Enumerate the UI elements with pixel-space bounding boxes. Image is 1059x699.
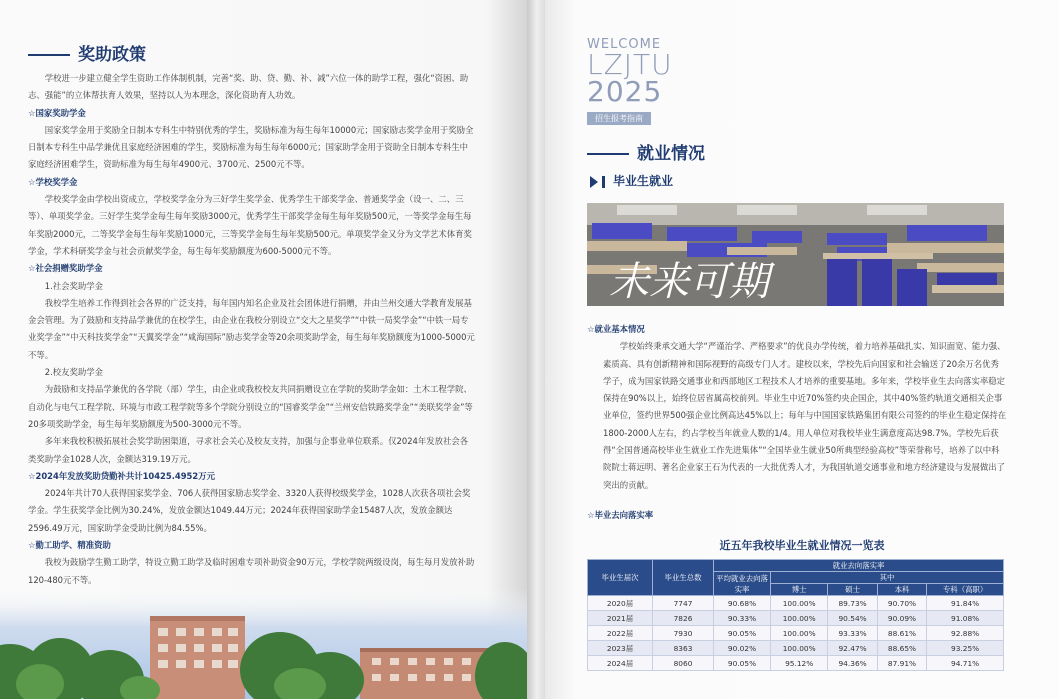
- welcome-logo: [587, 38, 673, 125]
- table-row: [588, 641, 1004, 656]
- table-cell: 87.91%: [877, 656, 926, 671]
- left-page-title: [28, 40, 146, 65]
- section-heading: ☆学校奖学金: [28, 176, 78, 187]
- right-title-text: 就业情况: [637, 144, 705, 164]
- table-cell: 7747: [653, 596, 714, 611]
- col-header-phd: 博士: [771, 584, 828, 596]
- table-cell: 93.25%: [927, 641, 1004, 656]
- employment-table: [587, 559, 1004, 671]
- table-cell: 91.08%: [927, 611, 1004, 626]
- col-header-bachelor: 本科: [877, 584, 926, 596]
- table-cell: 94.36%: [828, 656, 877, 671]
- guide-badge: 招生报考指南: [587, 112, 651, 125]
- title-dash: [28, 54, 70, 56]
- table-cell: 100.00%: [771, 626, 828, 641]
- section-heading: ☆就业基本情况: [587, 324, 645, 334]
- table-cell: 92.88%: [927, 626, 1004, 641]
- table-cell: 90.05%: [714, 656, 771, 671]
- right-body: [587, 321, 1007, 494]
- right-page: [545, 0, 1059, 699]
- section-heading: ☆毕业去向落实率: [587, 510, 654, 520]
- subsection-heading: 2.校友奖助学金: [44, 367, 104, 378]
- table-cell: 100.00%: [771, 641, 828, 656]
- table-cell: 2021届: [588, 611, 653, 626]
- table-cell: 90.02%: [714, 641, 771, 656]
- section-heading: ☆勤工助学、精准资助: [28, 540, 111, 551]
- left-page: [0, 0, 528, 699]
- section-paragraph: 学校奖学金由学校出资成立，学校奖学金分为三好学生奖学金、优秀学生干部奖学金、普通奖学金（设一、二、三等）、单项奖学金。三好学生奖学金每生每年奖励3000元，优秀学生干部奖学金每生每年奖励500元，一等奖学金每生每年奖励2000元，二等奖学金每生每年奖励1000元，三等奖学金每生每年奖励500元。单项奖学金又分为文学艺术体育奖学金，学术科研奖学金与社会贡献奖学金，每生每年奖励额度为600-5000元不等。: [28, 194, 472, 256]
- left-body: [28, 70, 475, 589]
- table-cell: 89.73%: [828, 596, 877, 611]
- title-dash: [587, 153, 629, 155]
- table-cell: 90.33%: [714, 611, 771, 626]
- section-paragraph: 我校为鼓励学生勤工助学，特设立勤工助学及临时困难专项补助资金90万元，学校学院两级设岗，每生每月发放补助120-480元不等。: [28, 557, 475, 585]
- col-header-master: 硕士: [828, 584, 877, 596]
- table-cell: 90.70%: [877, 596, 926, 611]
- bar-icon: [602, 176, 605, 188]
- section-paragraph: 国家奖学金用于奖励全日制本专科生中特别优秀的学生，奖励标准为每生每年10000元；国家励志奖学金用于奖励全日制本专科生中品学兼优且家庭经济困难的学生，奖励标准为每生每年6000元；国家助学金用于资助全日制本专科生中家庭经济困难学生，资助标准为每生每年4900元、3700元、2500元不等。: [28, 124, 474, 170]
- campus-photo: [0, 588, 528, 699]
- section-paragraph: 学校始终秉承交通大学“严谨治学、严格要求”的优良办学传统，着力培养基础扎实、知识面宽、能力强、素质高、具有创新精神和国际视野的高级专门人才。建校以来，学校先后向国家和社会输送了20余万名优秀学子，成为国家铁路交通事业和西部地区工程技术人才培养的重要基地。多年来，学校毕业生去向落实率稳定保持在90%以上，始终位居省属高校前列。毕业生中近70%签约央企国企，其中40%签约轨道交通相关企事业单位，签约世界500强企业比例高达45%以上；每年与中国国家铁路集团有限公司签约的毕业生稳定保持在1800-2000人左右，约占学校当年就业人数的1/4。用人单位对我校毕业生满意度高达98.7%。学校先后获得“全国普通高校毕业生就业工作先进集体”“全国毕业生就业50所典型经验高校”等荣誉称号，培养了以中科院院士蒋远明、著名企业家王石为代表的一大批优秀人才，为我国轨道交通事业和地方经济建设与发展做出了突出的贡献。: [603, 341, 1007, 490]
- table-cell: 91.84%: [927, 596, 1004, 611]
- table-cell: 2024届: [588, 656, 653, 671]
- section-heading: ☆国家奖助学金: [28, 107, 86, 118]
- col-header-avg: 平均就业去向落实率: [714, 572, 771, 596]
- section-paragraph: 为鼓励和支持品学兼优的各学院（部）学生，由企业或我校校友共同捐赠设立在学院的奖助学金如：土木工程学院、自动化与电气工程学院、环境与市政工程学院等多个学院分别设立的“国睿奖学金”“兰州安信铁路奖学金”“美联奖学金”等20多项奖助学金，每生每年奖励额度为500-3000元不等。: [28, 384, 473, 429]
- col-header-total: 毕业生总数: [653, 560, 714, 596]
- photo-caption: 未来可期: [609, 259, 769, 305]
- table-cell: 88.61%: [877, 626, 926, 641]
- subsection-title-text: 毕业生就业: [613, 174, 674, 188]
- table-cell: 90.05%: [714, 626, 771, 641]
- table-row: [588, 656, 1004, 671]
- table-cell: 92.47%: [828, 641, 877, 656]
- left-title-text: 奖助政策: [78, 45, 146, 65]
- book-gutter: [527, 0, 545, 699]
- table-cell: 88.65%: [877, 641, 926, 656]
- table-cell: 8060: [653, 656, 714, 671]
- section-paragraph: 2024年共计70人获得国家奖学金、706人获得国家励志奖学金、3320人获得校级奖学金，1028人次获各项社会奖学金。学生获奖学金比例为30.24%，发放金额达1049.44万元；2024年获得国家助学金15487人次，发放金额达2596.49万元，国家助学金受助比例为84.55%。: [28, 488, 471, 533]
- table-cell: 8363: [653, 641, 714, 656]
- table-cell: 90.09%: [877, 611, 926, 626]
- table-row: [588, 626, 1004, 641]
- table-cell: 95.12%: [771, 656, 828, 671]
- table-cell: 90.68%: [714, 596, 771, 611]
- table-row: [588, 611, 1004, 626]
- classroom-photo: [587, 203, 1004, 306]
- col-header-sub: 其中: [771, 572, 1004, 584]
- table-cell: 93.33%: [828, 626, 877, 641]
- table-cell: 7930: [653, 626, 714, 641]
- section-heading: ☆2024年发放奖助贷勤补共计10425.4952万元: [28, 470, 215, 481]
- section-paragraph: 多年来我校积极拓展社会奖学助困渠道，寻求社会关心及校友支持，加强与企事业单位联系。仅2024年发放社会各类奖助学金1028人次，金额达319.19万元。: [28, 436, 469, 464]
- section-paragraph: 我校学生培养工作得到社会各界的广泛支持，每年国内知名企业及社会团体进行捐赠，并由兰州交通大学教育发展基金会管理。为了鼓励和支持品学兼优的在校学生，由企业在我校分别设立“交大之星奖学”“中铁一局奖学金”“中铁一局专业奖学金”“中天科技奖学金”“天翼奖学金”“咸海国际”励志奖学金等20余项奖助学金，每生每年奖励额度为1000-5000元不等。: [28, 297, 475, 360]
- welcome-text: WELCOME: [587, 37, 662, 52]
- table-cell: 90.54%: [828, 611, 877, 626]
- section-heading: ☆社会捐赠奖助学金: [28, 263, 103, 274]
- table-cell: 2020届: [588, 596, 653, 611]
- table-cell: 100.00%: [771, 611, 828, 626]
- table-cell: 2022届: [588, 626, 653, 641]
- intro-paragraph: 学校进一步建立健全学生资助工作体制机制，完善“奖、助、贷、勤、补、减”六位一体的助学工程，强化“资困、助志、强能”的立体帮扶育人效果，坚持以人为本理念，深化资助育人功效。: [28, 73, 469, 101]
- triangle-icon: [590, 176, 598, 188]
- right-body-2: [587, 507, 1007, 524]
- school-code: LZJTU: [587, 48, 673, 81]
- table-cell: 2023届: [588, 641, 653, 656]
- table-cell: 100.00%: [771, 596, 828, 611]
- table-cell: 94.71%: [927, 656, 1004, 671]
- col-header-cohort: 毕业生届次: [588, 560, 653, 596]
- right-page-title: [587, 139, 705, 164]
- year-text: 2025: [587, 75, 663, 108]
- col-header-group: 就业去向落实率: [714, 560, 1004, 572]
- table-cell: 7826: [653, 611, 714, 626]
- subsection-heading: 1.社会奖助学金: [44, 280, 104, 291]
- table-title: 近五年我校毕业生就业情况一览表: [719, 539, 885, 552]
- subsection-title: [590, 172, 673, 189]
- col-header-vocational: 专科（高职）: [927, 584, 1004, 596]
- table-row: [588, 596, 1004, 611]
